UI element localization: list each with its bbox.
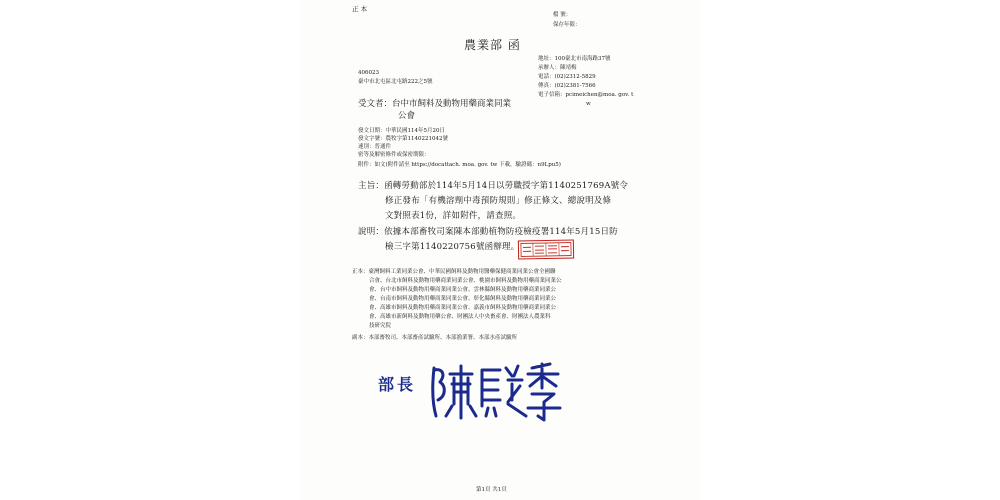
copy-type: 正 本 (352, 5, 368, 13)
sender-contact: 承辦人：陳靖梅 (538, 65, 577, 71)
distribution-line: 會、高雄市飼料及動物用藥商業同業公會、嘉義市飼料及動物用藥商業同業公 (369, 305, 557, 311)
issue-number: 發文字號：農牧字第1140221042號 (358, 136, 448, 142)
distribution-line: 技研究院 (369, 323, 392, 329)
letterhead-title: 農業部 函 (464, 38, 521, 52)
recipient-label: 受文者：台中市飼料及動物用藥商業同業 (358, 99, 512, 109)
distribution-line: 會、台南市飼料及動物用藥商業同業公會、彰化縣飼料及動物用藥商業同業公 (369, 296, 557, 302)
sender-email-cont: w (586, 101, 591, 107)
distribution-line: 會、台中市飼料及動物用藥商業同業公會、雲林縣飼料及動物用藥商業同業公 (369, 287, 557, 293)
distribution-line: 會、高雄市新飼料及動物用藥公會、財團法人中央畜產會、財團法人農業科 (369, 314, 551, 320)
minister-signature (372, 356, 572, 426)
subject-line-2: 修正發布「有機溶劑中毒預防規則」修正條文、總說明及條 (385, 196, 612, 206)
subject-line-1: 主旨：函轉勞動部於114年5月14日以勞職授字第1140251769A號令 (358, 181, 629, 191)
recipient-label-cont: 公會 (398, 111, 416, 121)
sender-fax: 傳真：(02)2381-7566 (538, 83, 596, 89)
distribution-line: 合會、台北市飼料及動物用藥商業同業公會、桃園市飼料及動物用藥商業同業公 (369, 278, 562, 284)
recipient-address: 臺中市北屯區北屯路222之5號 (358, 79, 433, 85)
minister-title: 部長 (378, 375, 417, 394)
explanation-line-2: 檢三字第1140220756號函辦理。 (385, 242, 520, 252)
official-seal-stamp (518, 240, 574, 260)
sender-tel: 電話：(02)2312-5829 (538, 74, 596, 80)
explanation-line-1: 說明：依據本部畜牧司案陳本部動植物防疫檢疫署114年5月15日防 (358, 227, 618, 237)
subject-line-3: 文對照表1份，詳如附件，請查照。 (385, 211, 522, 221)
page-number: 第1頁 共1頁 (476, 487, 507, 493)
sender-address: 地址：100臺北市南海路37號 (538, 56, 611, 62)
secrecy-level: 密等及解密條件或保密期限： (358, 152, 430, 158)
sender-email: 電子信箱：pcimeichen@moa. gov. t (538, 92, 634, 98)
recipient-postal: 406023 (358, 70, 379, 76)
copy-distribution: 副本：本部畜牧司、本部畜產試驗所、本部漁業署、本部水產試驗所 (352, 335, 518, 341)
delivery-speed: 速別：普通件 (358, 144, 392, 150)
retention-label: 保存年限： (553, 22, 581, 28)
issue-date: 發文日期：中華民國114年5月20日 (358, 128, 445, 134)
attachment-note: 附件：如文(附件請至 https://docattach. moa. gov. tw 下載，驗證碼：n9Lpu5) (358, 162, 561, 168)
distribution-line: 正本：臺灣飼料工業同業公會、中華民國飼料及動物用醫藥保健商業同業公會全國聯 (352, 269, 556, 275)
file-number-label: 檔 號： (553, 12, 572, 18)
